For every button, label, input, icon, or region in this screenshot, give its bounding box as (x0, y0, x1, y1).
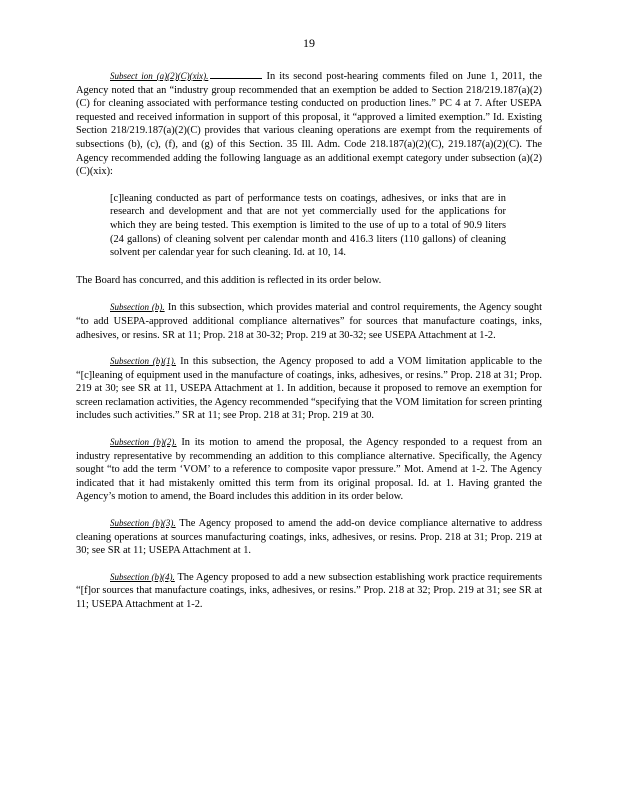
block-quote: [c]leaning conducted as part of performance tests on coatings, adhesives, or inks that are in research and development and that are not yet commercially used for the applications for which they are being tested. This exemption is limited to the use of up to a total of 90.9 liters (24 gallons) of cleaning solvent per calendar month and 416.3 liters (110 gallons) of cleaning solvent per calendar year for such cleaning. Id. at 10, 14. (110, 192, 506, 259)
paragraph-subsection-b2 (76, 436, 542, 504)
paragraph-subsection-a2cxix (76, 70, 542, 179)
heading-underline (210, 78, 262, 79)
subsection-heading: Subsection (b)(4). (110, 571, 175, 582)
paragraph-subsection-b4 (76, 571, 542, 612)
paragraph-text: The Agency proposed to amend the add-on device compliance alternative to address cleaning operations at sources manufacturing coatings, inks, adhesives, or resins. Prop. 218 at 31; Prop. 219 at 30; see SR at 11; USEPA Attachment at 1. (76, 518, 542, 557)
paragraph-text: In this subsection, the Agency proposed to add a VOM limitation applicable to the “[c]leaning of equipment used in the manufacture of coatings, inks, adhesives, or resins.” Prop. 218 at 31; Prop. 219 at 30; see SR at 11, USEPA Attachment at 1. In addition, because it proposed to remove an exemption for screen reclamation activities, the Agency recommended “specifying that the VOM limitation for screen printing includes such activities.” SR at 11; see Prop. 218 at 31; Prop. 219 at 30. (76, 356, 542, 422)
subsection-heading: Subsect ion (a)(2)(C)(xix). (110, 71, 209, 81)
paragraph-board-concurred: The Board has concurred, and this addition is reflected in its order below. (76, 274, 382, 286)
subsection-heading: Subsection (b). (110, 302, 165, 313)
page-number: 19 (303, 36, 315, 50)
subsection-heading: Subsection (b)(3). (110, 518, 176, 529)
paragraph-text: In its second post-hearing comments filed on June 1, 2011, the Agency noted that an “industry group recommended that an exemption be added to Section 218/219.187(a)(2)(C) for cleaning associated with performance testing conducted on production lines.” PC 4 at 7. After USEPA requested and received information in support of this proposal, it “approved a limited exemption.” Id. Existing Section 218/219.187(a)(2)(C) provides that various cleaning operations are exempt from the requirements of subsections (b), (c), (f), and (g) of this Section. 35 Ill. Adm. Code 218.187(a)(2)(C), 219.187(a)(2)(C). The Agency recommended adding the following language as an additional exempt category under subsection (a)(2)(C)(xix): (76, 71, 542, 178)
paragraph-subsection-b1 (76, 355, 542, 423)
paragraph-text: In its motion to amend the proposal, the Agency responded to a request from an industry representative by recommending an addition to this compliance alternative. Specifically, the Agency sought “to add the term ‘VOM’ to a reference to composite vapor pressure.” Mot. Amend at 1-2. The Agency indicated that it had mistakenly omitted this term from its original proposal. Id. at 1. Having granted the Agency’s motion to amend, the Board includes this addition in its order below. (76, 437, 542, 503)
subsection-heading: Subsection (b)(2). (110, 437, 177, 448)
paragraph-subsection-b3 (76, 517, 542, 558)
document-body (76, 70, 542, 625)
paragraph-text: The Agency proposed to add a new subsection establishing work practice requirements “[f]or sources that manufacture coatings, inks, adhesives, or resins.” Prop. 218 at 32; Prop. 219 at 31; see SR at 11; USEPA Attachment at 1-2. (76, 571, 543, 610)
paragraph-text: In this subsection, which provides material and control requirements, the Agency sought “to add USEPA-approved additional compliance alternatives” for sources that manufacture coatings, inks, adhesives, or resins. SR at 11; Prop. 218 at 30-32; Prop. 219 at 30-32; see USEPA Attachment at 1-2. (76, 302, 542, 341)
paragraph-subsection-b (76, 301, 542, 342)
subsection-heading: Subsection (b)(1). (110, 356, 177, 367)
